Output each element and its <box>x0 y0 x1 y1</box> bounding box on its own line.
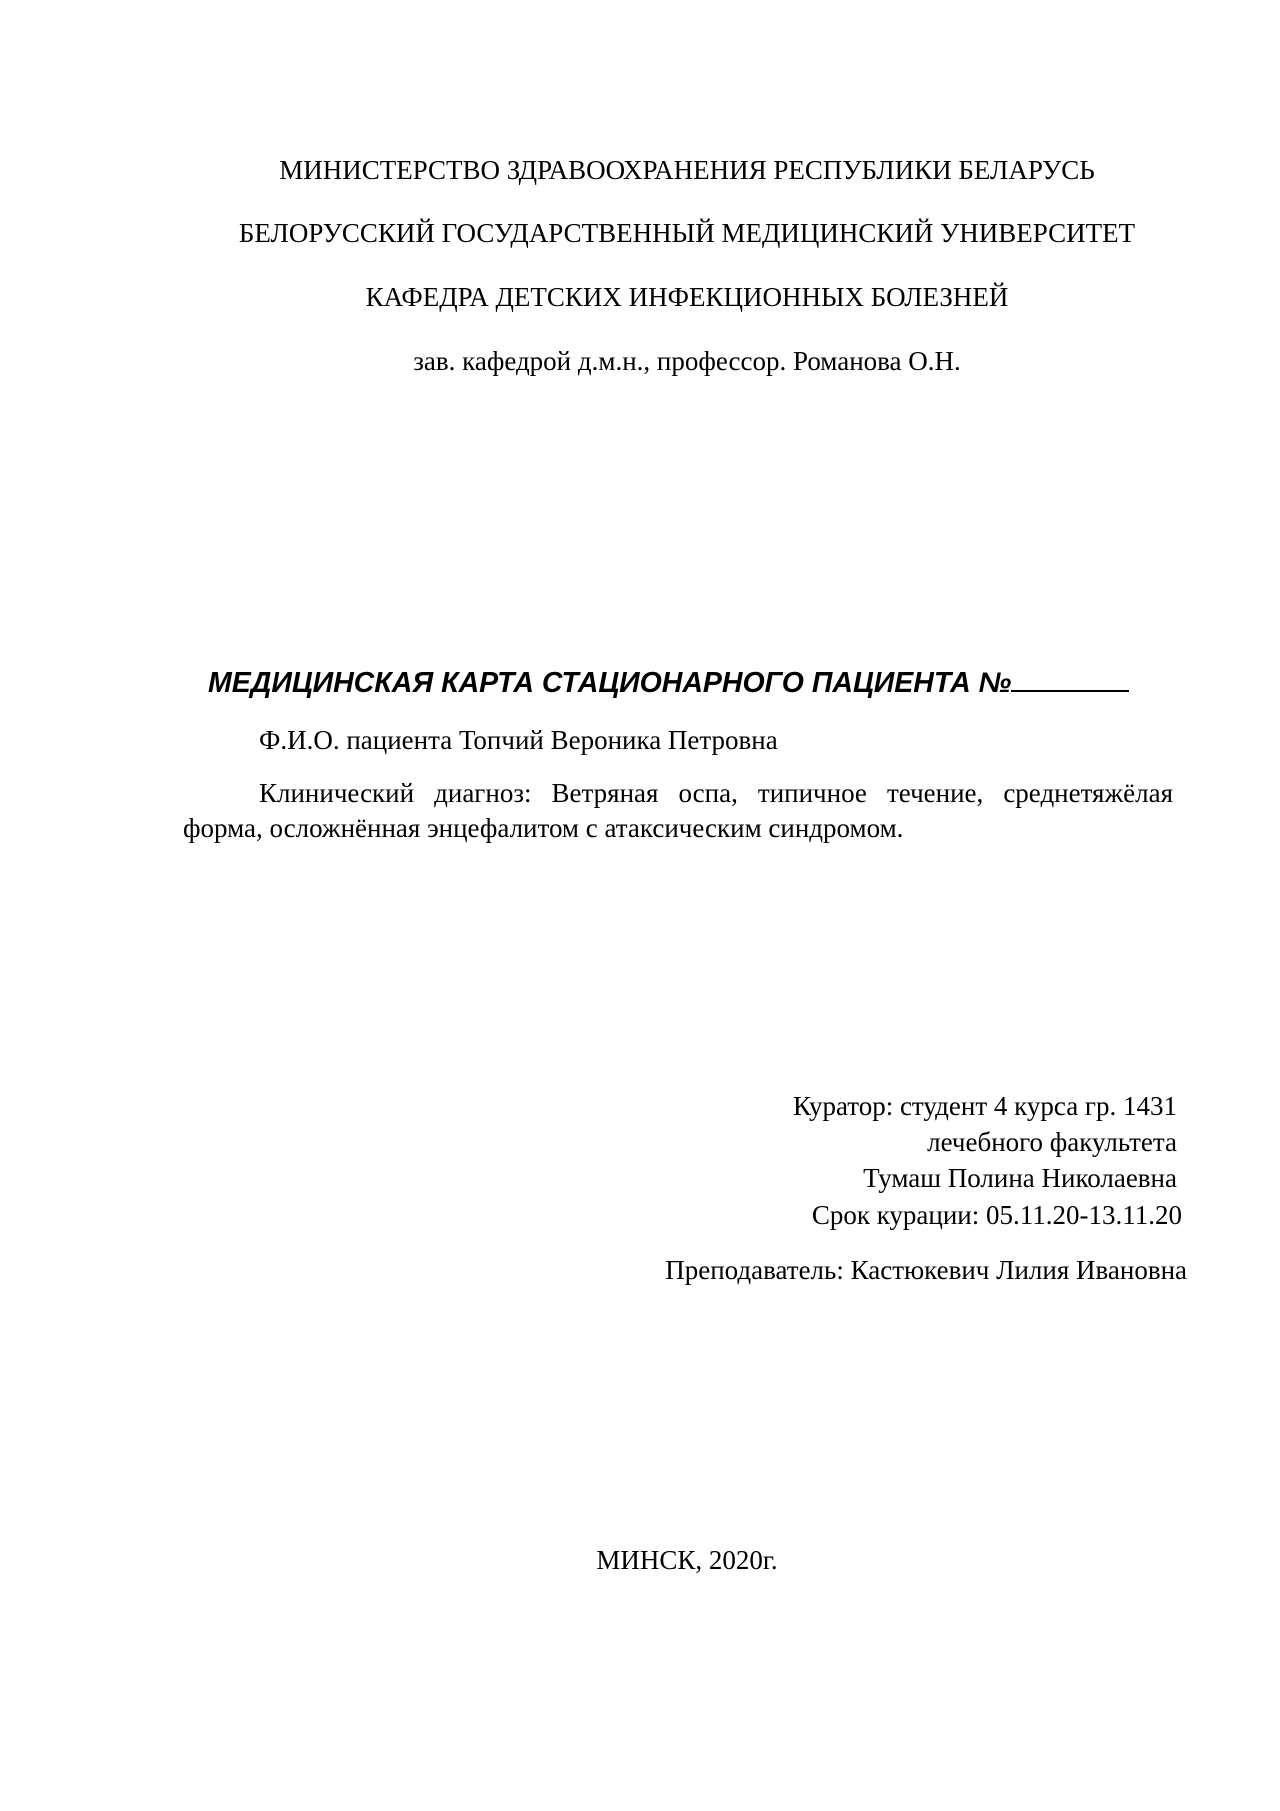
curator-name: Тумаш Полина Николаевна <box>863 1163 1177 1193</box>
patient-name: Ф.И.О. пациента Топчий Вероника Петровна <box>259 725 778 755</box>
curator-faculty: лечебного факультета <box>927 1127 1177 1157</box>
curator-line: Куратор: студент 4 курса гр. 1431 <box>792 1091 1177 1121</box>
university-heading: БЕЛОРУССКИЙ ГОСУДАРСТВЕННЫЙ МЕДИЦИНСКИЙ УНИВЕРСИТЕТ <box>238 218 1136 248</box>
department-heading: КАФЕДРА ДЕТСКИХ ИНФЕКЦИОННЫХ БОЛЕЗНЕЙ <box>365 282 1009 312</box>
ministry-heading: МИНИСТЕРСТВО ЗДРАВООХРАНЕНИЯ РЕСПУБЛИКИ БЕЛАРУСЬ <box>279 155 1095 185</box>
department-head: зав. кафедрой д.м.н., профессор. Романова О.Н. <box>413 346 961 376</box>
teacher-name: Преподаватель: Кастюкевич Лилия Ивановна <box>665 1255 1187 1285</box>
city-year: МИНСК, 2020г. <box>596 1545 778 1575</box>
document-title-text: МЕДИЦИНСКАЯ КАРТА СТАЦИОНАРНОГО ПАЦИЕНТА № <box>208 667 1012 699</box>
clinical-diagnosis: Клинический диагноз: Ветряная оспа, типичное течение, среднетяжёлая форма, осложнённая энцефалитом с атаксическим синдромом. <box>183 778 1173 843</box>
card-number-blank <box>1011 664 1129 692</box>
document-title <box>208 664 1129 700</box>
curation-period: Срок курации: 05.11.20-13.11.20 <box>811 1200 1182 1230</box>
